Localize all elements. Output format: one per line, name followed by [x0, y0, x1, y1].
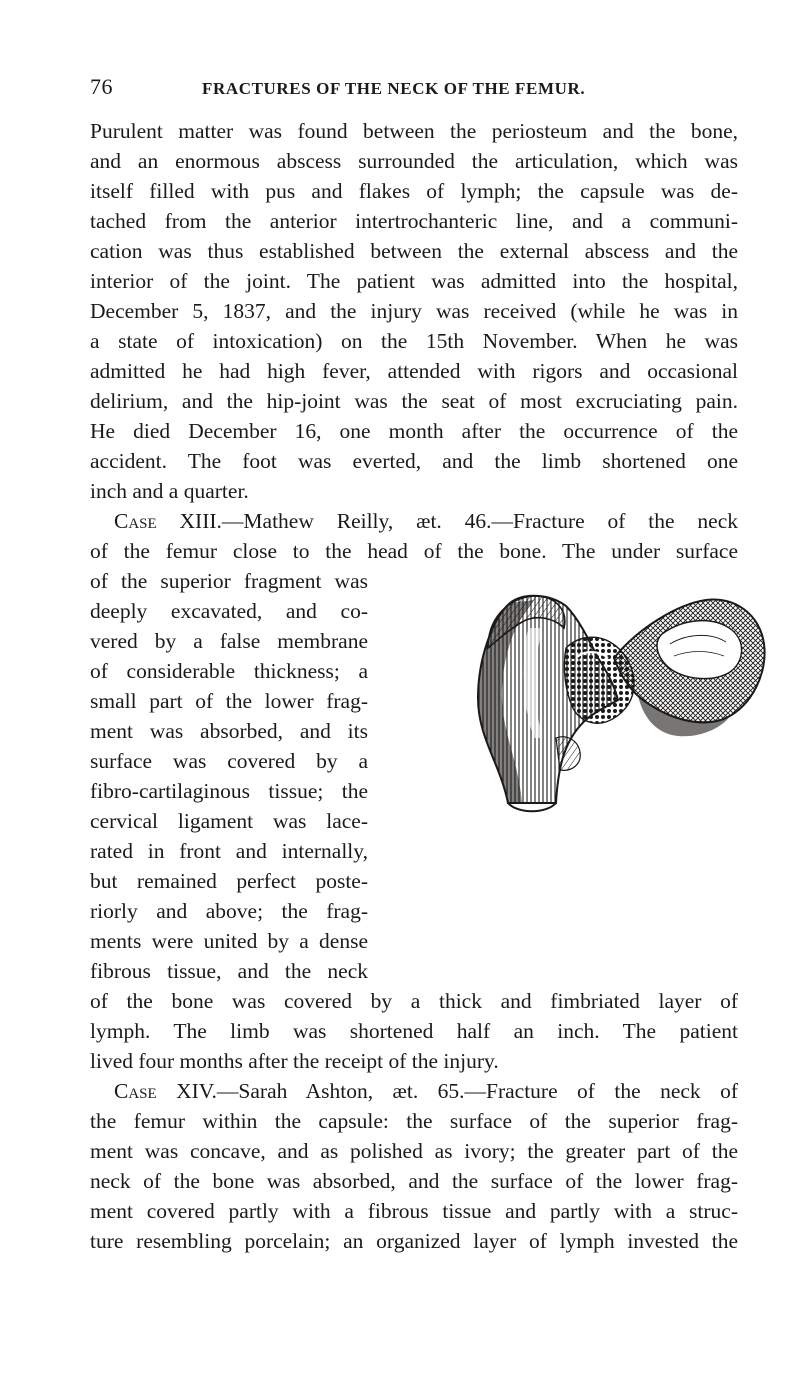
case-13-label: Case XIII.	[114, 509, 222, 533]
femur-fracture-engraving-icon	[438, 588, 770, 820]
case-14-heading-text: —Sarah Ashton, æt. 65.—Fracture of the neck of	[216, 1079, 738, 1103]
femur-fracture-figure	[438, 588, 770, 820]
case-14-label: Case XIV.	[114, 1079, 217, 1103]
case-14-heading-line	[90, 1076, 738, 1106]
text-line: lived four months after the receipt of the injury.	[90, 1049, 499, 1073]
text-line: of the femur close to the head of the bone. The under surface	[90, 539, 738, 563]
text-line: ment was absorbed, and its	[90, 719, 368, 743]
text-line: admitted he had high fever, attended with rigors and occasional	[90, 359, 738, 383]
text-line: vered by a false membrane	[90, 629, 368, 653]
text-line: the femur within the capsule: the surface of the superior frag-	[90, 1109, 738, 1133]
text-line: surface was covered by a	[90, 749, 368, 773]
text-line: ments were united by a dense	[90, 929, 368, 953]
text-line: but remained perfect poste-	[90, 869, 368, 893]
text-line: lymph. The limb was shortened half an inch. The patient	[90, 1019, 738, 1043]
text-line: itself filled with pus and flakes of lymph; the capsule was de-	[90, 179, 738, 203]
text-line: small part of the lower frag-	[90, 689, 368, 713]
text-line: Purulent matter was found between the periosteum and the bone,	[90, 119, 738, 143]
running-head: FRACTURES OF THE NECK OF THE FEMUR.	[202, 79, 586, 98]
page-number: 76	[90, 74, 113, 99]
text-line: rated in front and internally,	[90, 839, 368, 863]
case-13-heading-text: —Mathew Reilly, æt. 46.—Fracture of the neck	[221, 509, 739, 533]
text-line: inch and a quarter.	[90, 479, 249, 503]
text-line: riorly and above; the frag-	[90, 899, 368, 923]
text-line: and an enormous abscess surrounded the articulation, which was	[90, 149, 738, 173]
text-line: fibro-cartilaginous tissue; the	[90, 779, 368, 803]
text-line: a state of intoxication) on the 15th November. When he was	[90, 329, 738, 353]
text-line: tached from the anterior intertrochanteric line, and a communi-	[90, 209, 738, 233]
text-line: deeply excavated, and co-	[90, 599, 368, 623]
text-line: cervical ligament was lace-	[90, 809, 368, 833]
text-line: cation was thus established between the external abscess and the	[90, 239, 738, 263]
text-line: accident. The foot was everted, and the limb shortened one	[90, 449, 738, 473]
case-13-heading-line	[90, 506, 738, 536]
text-line: delirium, and the hip-joint was the seat of most excruciating pain.	[90, 389, 738, 413]
text-line: of considerable thickness; a	[90, 659, 368, 683]
text-line: fibrous tissue, and the neck	[90, 959, 368, 983]
text-line: ment covered partly with a fibrous tissue and partly with a struc-	[90, 1199, 738, 1223]
text-line: December 5, 1837, and the injury was received (while he was in	[90, 299, 738, 323]
text-line: ment was concave, and as polished as ivory; the greater part of the	[90, 1139, 738, 1163]
text-line: of the superior fragment was	[90, 569, 368, 593]
text-line: neck of the bone was absorbed, and the surface of the lower frag-	[90, 1169, 738, 1193]
text-line: He died December 16, one month after the occurrence of the	[90, 419, 738, 443]
text-line: of the bone was covered by a thick and fimbriated layer of	[90, 989, 738, 1013]
text-line: ture resembling porcelain; an organized layer of lymph invested the	[90, 1229, 738, 1253]
text-line: interior of the joint. The patient was admitted into the hospital,	[90, 269, 738, 293]
